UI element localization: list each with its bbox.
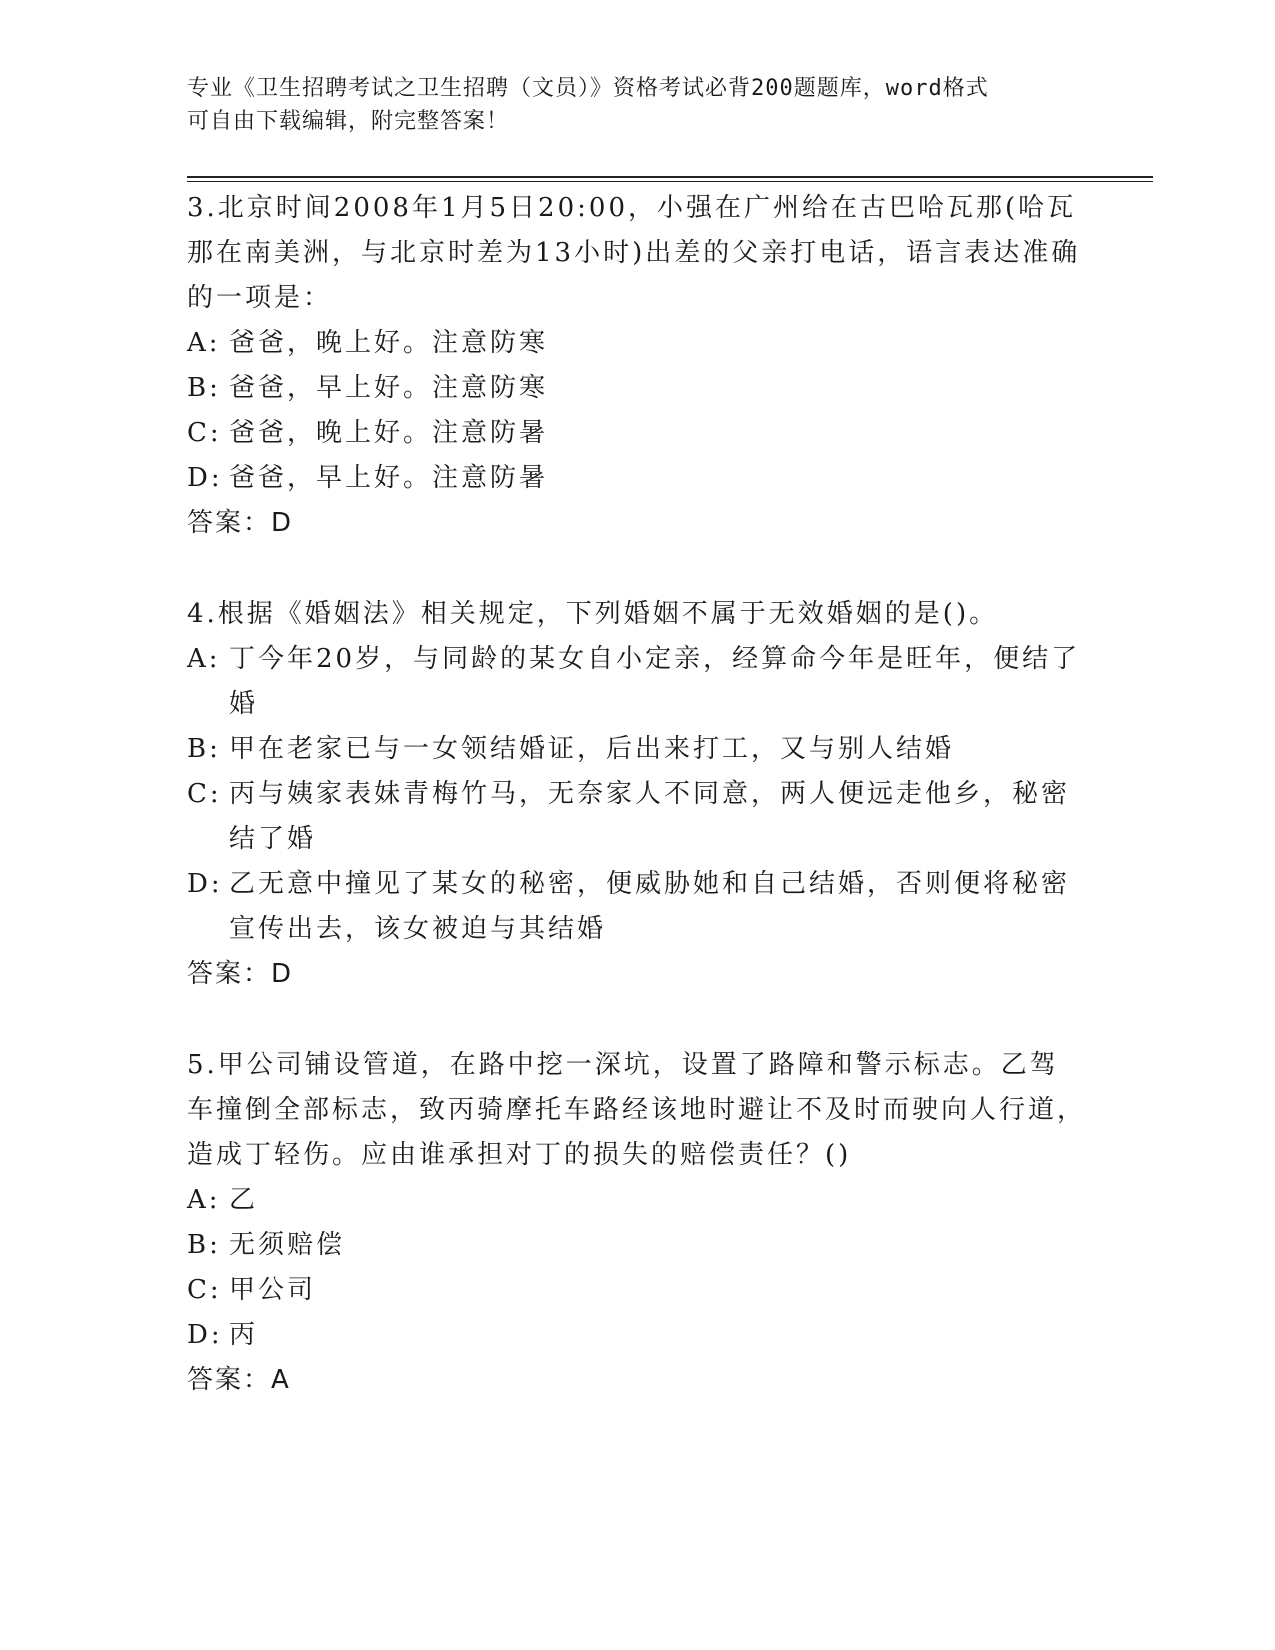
answer-value: A xyxy=(271,1365,291,1395)
option-letter: A: xyxy=(187,1185,221,1215)
option-letter: C: xyxy=(187,1275,222,1305)
question-stem: 4.根据《婚姻法》相关规定，下列婚姻不属于无效婚姻的是()。 xyxy=(187,599,999,629)
option-text: 乙无意中撞见了某女的秘密，便威胁她和自己结婚，否则便将秘密宣传出去，该女被迫与其结婚 xyxy=(229,869,1071,944)
option-d xyxy=(187,862,1087,952)
question-4 xyxy=(187,592,1087,997)
option-letter: C: xyxy=(187,779,222,809)
option-letter: B: xyxy=(187,734,221,764)
option-c xyxy=(187,411,1087,456)
option-letter: A: xyxy=(187,644,221,674)
option-b xyxy=(187,366,1087,411)
option-letter: C: xyxy=(187,418,222,448)
answer-line xyxy=(187,1358,1087,1403)
option-text: 爸爸，早上好。注意防暑 xyxy=(229,463,549,493)
document-header xyxy=(187,72,1067,138)
option-a xyxy=(187,1178,1087,1223)
document-title-line-1: 专业《卫生招聘考试之卫生招聘（文员）》资格考试必背200题题库，word格式 xyxy=(187,76,989,101)
question-5 xyxy=(187,1043,1087,1403)
option-letter: D: xyxy=(187,869,223,899)
answer-label: 答案： xyxy=(187,1365,272,1395)
question-3 xyxy=(187,186,1087,546)
option-text: 甲在老家已与一女领结婚证，后出来打工，又与别人结婚 xyxy=(229,734,955,764)
option-letter: B: xyxy=(187,373,221,403)
option-text: 爸爸，晚上好。注意防暑 xyxy=(229,418,549,448)
option-d xyxy=(187,1313,1087,1358)
option-text: 丙与姨家表妹青梅竹马，无奈家人不同意，两人便远走他乡，秘密结了婚 xyxy=(229,779,1071,854)
answer-line xyxy=(187,952,1087,997)
question-list xyxy=(187,186,1087,1449)
option-b xyxy=(187,727,1087,772)
document-title-line-2: 可自由下载编辑，附完整答案！ xyxy=(187,109,510,134)
option-c xyxy=(187,1268,1087,1313)
answer-line xyxy=(187,501,1087,546)
option-text: 爸爸，早上好。注意防寒 xyxy=(229,373,549,403)
answer-value: D xyxy=(271,959,294,989)
option-text: 无须赔偿 xyxy=(229,1230,346,1260)
question-stem: 5.甲公司铺设管道，在路中挖一深坑，设置了路障和警示标志。乙驾车撞倒全部标志，致丙骑摩托车路经该地时避让不及时而驶向人行道，造成丁轻伤。应由谁承担对丁的损失的赔偿责任？() xyxy=(187,1050,1087,1170)
option-a xyxy=(187,321,1087,366)
option-text: 丙 xyxy=(229,1320,259,1350)
question-stem: 3.北京时间2008年1月5日20:00，小强在广州给在古巴哈瓦那(哈瓦那在南美洲，与北京时差为13小时)出差的父亲打电话，语言表达准确的一项是： xyxy=(187,193,1081,313)
answer-label: 答案： xyxy=(187,959,272,989)
option-text: 乙 xyxy=(229,1185,259,1215)
option-c xyxy=(187,772,1087,862)
option-letter: A: xyxy=(187,328,221,358)
header-divider xyxy=(187,176,1153,182)
option-b xyxy=(187,1223,1087,1268)
option-letter: B: xyxy=(187,1230,221,1260)
answer-label: 答案： xyxy=(187,508,272,538)
option-letter: D: xyxy=(187,463,223,493)
option-a xyxy=(187,637,1087,727)
option-text: 甲公司 xyxy=(229,1275,317,1305)
option-text: 丁今年20岁，与同龄的某女自小定亲，经算命今年是旺年，便结了婚 xyxy=(229,644,1081,719)
option-d xyxy=(187,456,1087,501)
option-letter: D: xyxy=(187,1320,223,1350)
answer-value: D xyxy=(271,508,294,538)
option-text: 爸爸，晚上好。注意防寒 xyxy=(229,328,549,358)
